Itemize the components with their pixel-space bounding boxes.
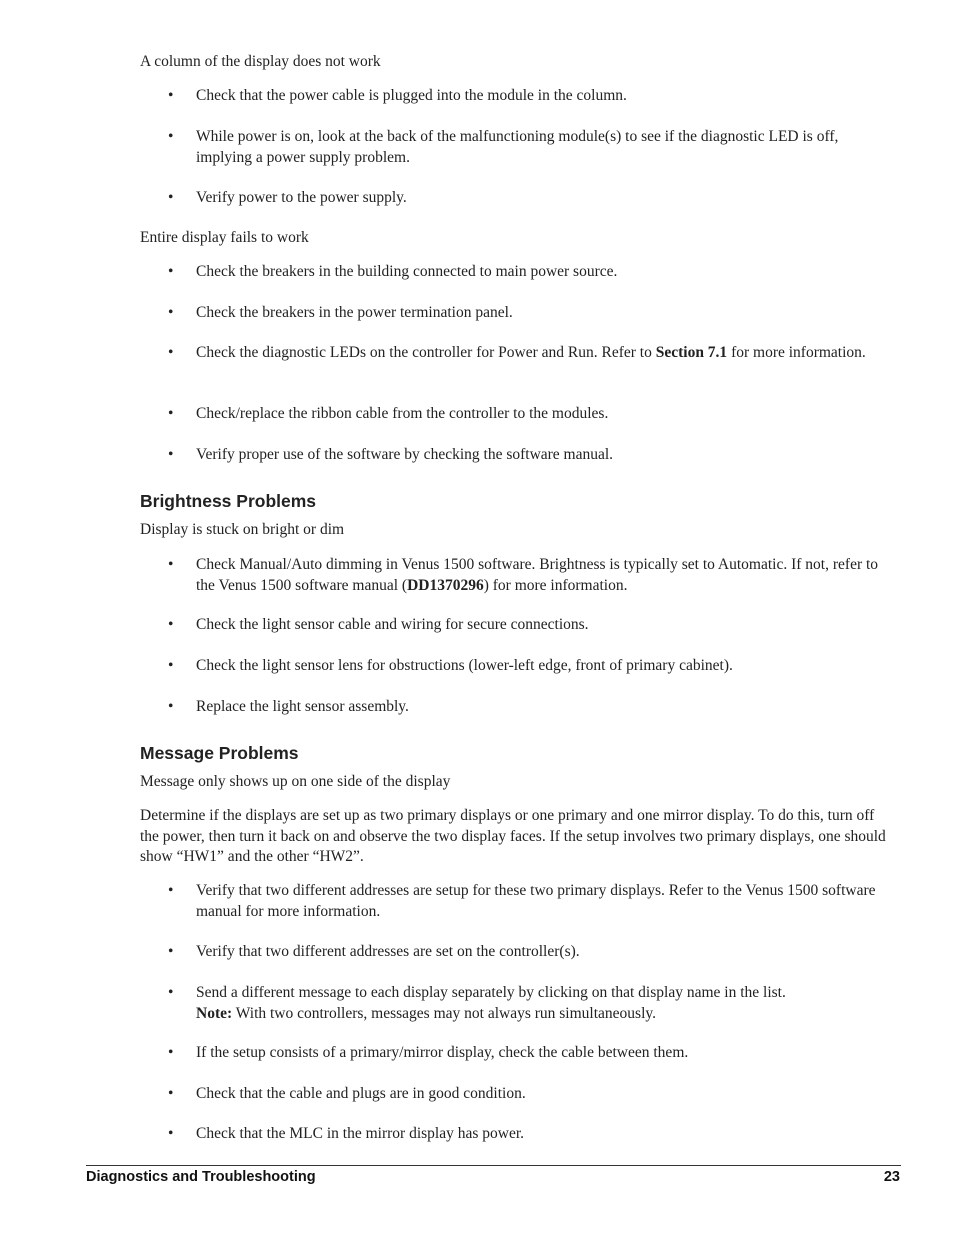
brightness-heading: Brightness Problems	[140, 491, 317, 511]
entire-display-label: Entire display fails to work	[140, 229, 309, 246]
footer-rule	[86, 1165, 901, 1166]
brightness-label: Display is stuck on bright or dim	[140, 521, 345, 538]
manual-reference: DD1370296	[407, 576, 484, 594]
section-reference: Section 7.1	[655, 344, 728, 361]
note-label: Note:	[196, 1004, 233, 1022]
message-label: Message only shows up on one side of the display	[140, 773, 451, 790]
page-number: 23	[883, 1169, 900, 1185]
footer-title: Diagnostics and Troubleshooting	[86, 1169, 316, 1185]
message-heading: Message Problems	[140, 743, 299, 763]
message-paragraph: Determine if the displays are set up as two primary displays or one primary and one mirror display. To do this, turn off the power, then turn it back on and observe the two display faces. If the setup involves two primary displays, one should show “HW1” and the other “HW2”.	[140, 807, 886, 865]
column-problem-label: A column of the display does not work	[140, 53, 381, 70]
